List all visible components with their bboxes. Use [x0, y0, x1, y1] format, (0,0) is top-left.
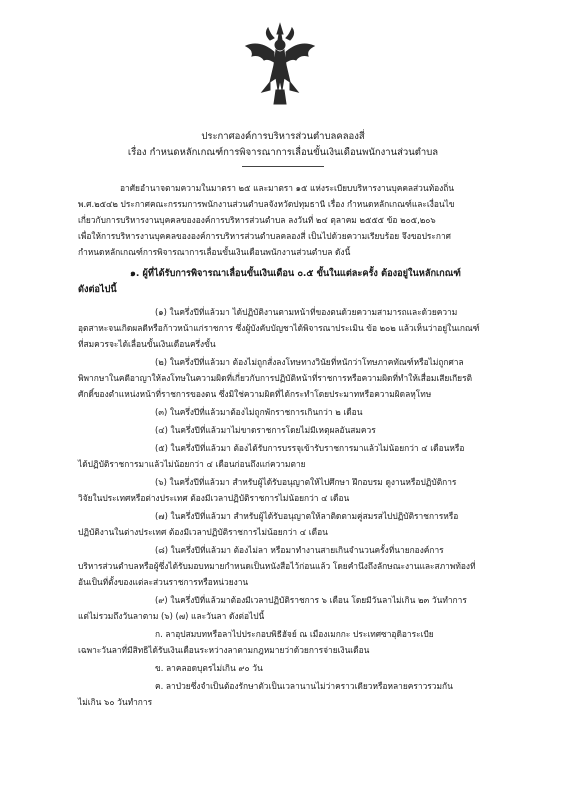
criteria-line: ปฏิบัติงานในต่างประเทศ ต้องมีเวลาปฏิบัติราชการไม่น้อยกว่า ๔ เดือน [78, 527, 328, 537]
criteria-line: บริหารส่วนตำบลหรือผู้ซึ่งได้รับมอบหมายกำหนดเป็นหนังสือไว้ก่อนแล้ว โดยคำนึงถึงลักษณะงานและสภาพท้องที่ [78, 561, 476, 571]
section-heading-cont: ดังต่อไปนี้ [78, 284, 117, 295]
criteria-line: เฉพาะวันลาที่มีสิทธิได้รับเงินเดือนระหว่างลาตามกฎหมายว่าด้วยการจ่ายเงินเดือน [78, 645, 370, 655]
announcement-title: ประกาศองค์การบริหารส่วนตำบลคลองสี่ [201, 131, 365, 142]
intro-line: อาศัยอำนาจตามความในมาตรา ๒๕ และมาตรา ๑๕ แห่งระเบียบบริหารงานบุคคลส่วนท้องถิ่น [120, 183, 455, 193]
criteria-line: (๔) ในครึ่งปีที่แล้วมาไม่ขาดราชการโดยไม่มีเหตุผลอันสมควร [155, 425, 376, 435]
criteria-line: (๓) ในครึ่งปีที่แล้วมาต้องไม่ถูกพักราชการเกินกว่า ๒ เดือน [155, 407, 363, 417]
criteria-line: (๕) ในครึ่งปีที่แล้วมา ต้องได้รับการบรรจุเข้ารับราชการมาแล้วไม่น้อยกว่า ๔ เดือนหรือ [155, 443, 465, 453]
title-divider [242, 166, 324, 167]
criteria-line: พิพากษาในคดีอาญาให้ลงโทษในความผิดที่เกี่ยวกับการปฏิบัติหน้าที่ราชการหรือความผิดที่ทำให้เสื่อมเสียเกียรติ [78, 373, 473, 383]
announcement-subject: เรื่อง กำหนดหลักเกณฑ์การพิจารณาการเลื่อนขั้นเงินเดือนพนักงานส่วนตำบล [127, 147, 439, 158]
criteria-line: (๙) ในครึ่งปีที่แล้วมาต้องมีเวลาปฏิบัติราชการ ๖ เดือน โดยมีวันลาไม่เกิน ๒๓ วันทำการ [155, 595, 467, 605]
criteria-line: (๖) ในครึ่งปีที่แล้วมา สำหรับผู้ได้รับอนุญาตให้ไปศึกษา ฝึกอบรม ดูงานหรือปฏิบัติการ [155, 477, 457, 487]
criteria-line: (๗) ในครึ่งปีที่แล้วมา สำหรับผู้ได้รับอนุญาตให้ลาติดตามคู่สมรสไปปฏิบัติราชการหรือ [155, 511, 459, 521]
criteria-line: (๒) ในครึ่งปีที่แล้วมา ต้องไม่ถูกสั่งลงโทษทางวินัยที่หนักว่าโทษภาคทัณฑ์หรือไม่ถูกศาล [155, 357, 464, 367]
criteria-line: ได้ปฏิบัติราชการมาแล้วไม่น้อยกว่า ๔ เดือนก่อนถึงแก่ความตาย [78, 459, 306, 469]
intro-line: เพื่อให้การบริหารงานบุคคลขององค์การบริหารส่วนตำบลคลองสี่ เป็นไปด้วยความเรียบร้อย จึงขอประกาศ [78, 231, 451, 241]
section-heading: ๑. ผู้ที่ได้รับการพิจารณาเลื่อนขั้นเงินเดือน ๐.๕ ขั้นในแต่ละครั้ง ต้องอยู่ในหลักเกณฑ์ [130, 268, 461, 279]
criteria-line: ค. ลาป่วยซึ่งจำเป็นต้องรักษาตัวเป็นเวลานานไม่ว่าคราวเดียวหรือหลายคราวรวมกัน [155, 681, 453, 691]
criteria-line: ศักดิ์ของตำแหน่งหน้าที่ราชการของตน ซึ่งมิใช่ความผิดที่ได้กระทำโดยประมาทหรือความผิดลหุโทษ [78, 389, 432, 399]
criteria-line: (๑) ในครึ่งปีที่แล้วมา ได้ปฏิบัติงานตามหน้าที่ของตนด้วยความสามารถและด้วยความ [155, 307, 458, 317]
criteria-line: ข. ลาคลอดบุตรไม่เกิน ๙๐ วัน [155, 663, 263, 673]
garuda-emblem-icon [240, 20, 320, 110]
criteria-line: (๘) ในครึ่งปีที่แล้วมา ต้องไม่ลา หรือมาทำงานสายเกินจำนวนครั้งที่นายกองค์การ [155, 545, 444, 555]
criteria-line: วิจัยในประเทศหรือต่างประเทศ ต้องมีเวลาปฏิบัติราชการไม่น้อยกว่า ๔ เดือน [78, 493, 350, 503]
criteria-line: ก. ลาอุปสมบทหรือลาไปประกอบพิธีฮัจย์ ณ เมืองเมกกะ ประเทศซาอุดิอาระเบีย [155, 629, 434, 639]
criteria-line: ไม่เกิน ๖๐ วันทำการ [78, 697, 153, 707]
intro-line: พ.ศ.๒๕๔๒ ประกาศคณะกรรมการพนักงานส่วนตำบลจังหวัดปทุมธานี เรื่อง กำหนดหลักเกณฑ์และเงื่อนไข [78, 199, 455, 209]
intro-line: กำหนดหลักเกณฑ์การพิจารณาการเลื่อนขั้นเงินเดือนพนักงานส่วนตำบล ดังนี้ [78, 247, 351, 257]
criteria-line: แต่ไม่รวมถึงวันลาตาม (๖) (๗) และวันลา ดังต่อไปนี้ [78, 611, 265, 621]
criteria-line: อุตสาหะจนเกิดผลดีหรือก้าวหน้าแก่ราชการ ซึ่งผู้บังคับบัญชาได้พิจารณาประเมิน ข้อ ๒๐๒ แล้วเห็นว่าอยู่ในเกณฑ์ [78, 323, 480, 333]
criteria-line: ที่สมควรจะได้เลื่อนขั้นเงินเดือนครึ่งขั้น [78, 339, 216, 349]
criteria-line: อันเป็นที่ตั้งของแต่ละส่วนราชการหรือหน่วยงาน [78, 577, 249, 587]
intro-line: เกี่ยวกับการบริหารงานบุคคลขององค์การบริหารส่วนตำบล ลงวันที่ ๒๔ ตุลาคม ๒๕๕๕ ข้อ ๒๐๕,๒๐๖ [78, 215, 436, 225]
